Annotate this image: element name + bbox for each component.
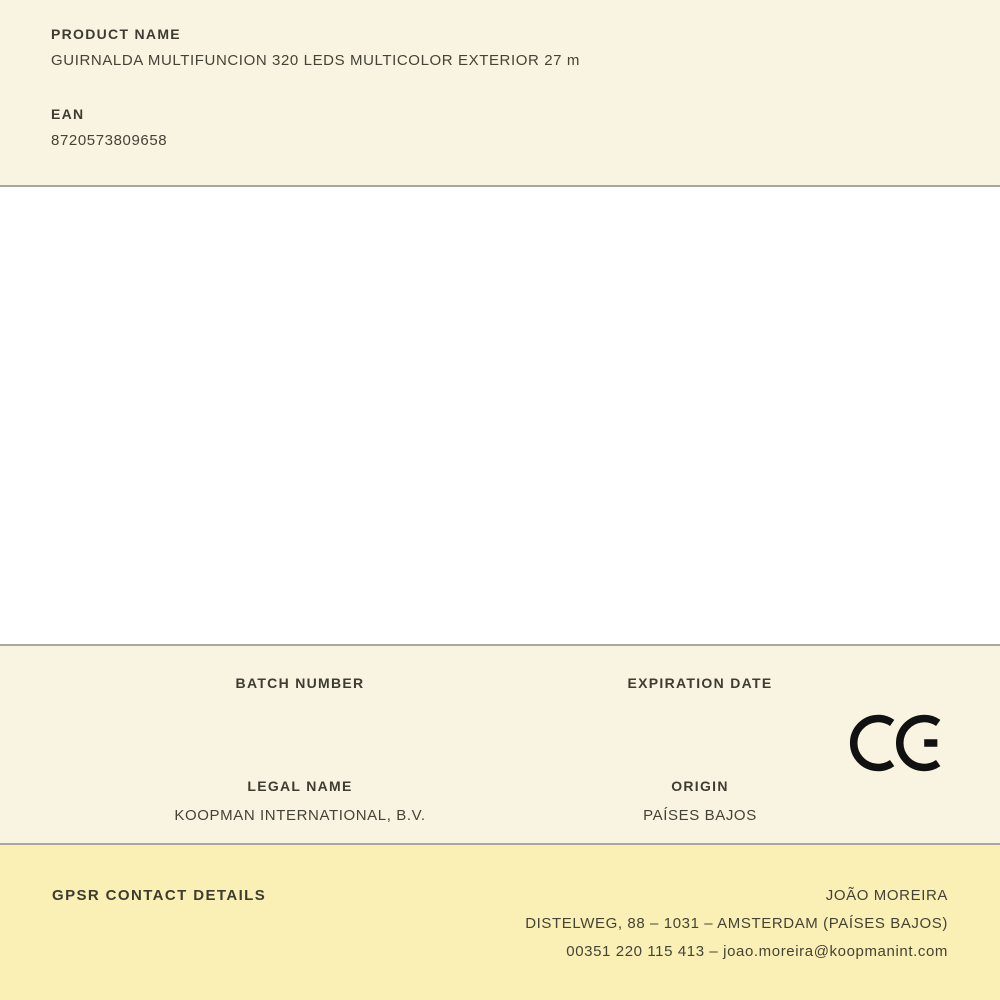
gpsr-contact-address: DISTELWEG, 88 – 1031 – AMSTERDAM (PAÍSES BAJOS) (525, 915, 948, 932)
batch-number-label: BATCH NUMBER (235, 675, 365, 691)
details-band (0, 646, 1000, 845)
ean-value: 8720573809658 (51, 132, 168, 149)
origin-cell (500, 778, 900, 824)
product-name-label: PRODUCT NAME (51, 26, 181, 42)
origin-value: PAÍSES BAJOS (643, 807, 757, 824)
product-name-value: GUIRNALDA MULTIFUNCION 320 LEDS MULTICOLOR EXTERIOR 27 m (51, 52, 580, 69)
gpsr-heading: GPSR CONTACT DETAILS (52, 887, 267, 904)
ean-group (51, 106, 949, 149)
origin-label: ORIGIN (671, 778, 729, 794)
product-header-band (0, 0, 1000, 187)
details-row-batch-expiration (100, 675, 900, 704)
expiration-date-cell (500, 675, 900, 704)
ean-label: EAN (51, 106, 85, 122)
gpsr-contact-block (525, 882, 948, 966)
legal-name-value: KOOPMAN INTERNATIONAL, B.V. (174, 807, 426, 824)
gpsr-contact-name: JOÃO MOREIRA (825, 887, 948, 904)
expiration-date-label: EXPIRATION DATE (627, 675, 773, 691)
details-row-legal-origin (100, 778, 900, 824)
ce-mark-icon (849, 712, 943, 774)
blank-spacer (0, 187, 1000, 646)
product-name-group (51, 26, 949, 69)
gpsr-contact-band (0, 845, 1000, 1000)
batch-number-cell (100, 675, 500, 704)
gpsr-contact-phone-email: 00351 220 115 413 – joao.moreira@koopmanint.com (566, 943, 948, 960)
legal-name-cell (100, 778, 500, 824)
legal-name-label: LEGAL NAME (247, 778, 353, 794)
